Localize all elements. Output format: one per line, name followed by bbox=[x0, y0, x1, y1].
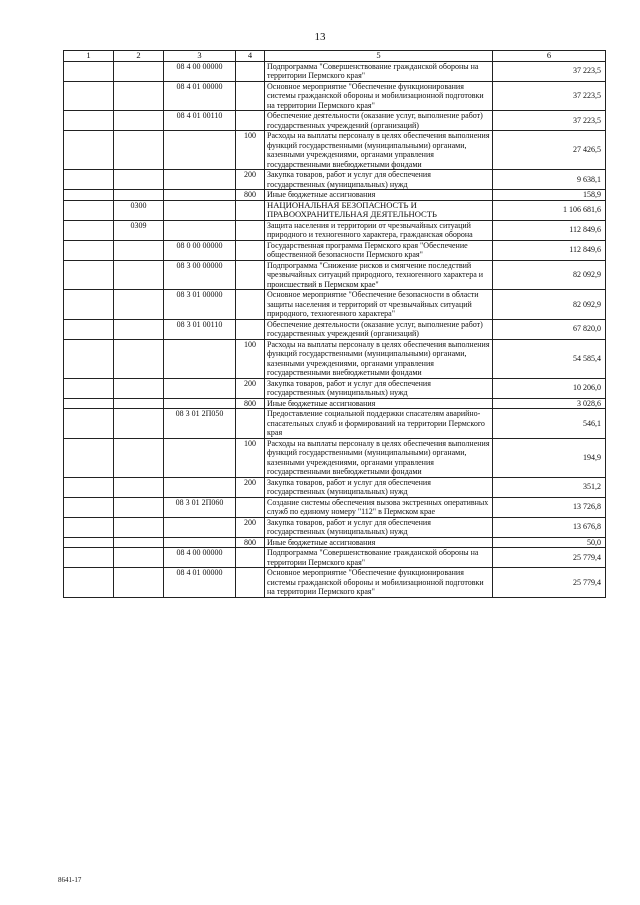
expense-type-cell bbox=[236, 568, 265, 598]
section-code-cell bbox=[114, 378, 164, 398]
description-cell: Закупка товаров, работ и услуг для обеспечения государственных (муниципальных) нужд bbox=[265, 477, 493, 497]
table-row bbox=[64, 398, 606, 409]
amount-cell: 13 726,8 bbox=[493, 497, 606, 517]
table-row bbox=[64, 240, 606, 260]
amount-cell: 9 638,1 bbox=[493, 170, 606, 190]
description-cell: Иные бюджетные ассигнования bbox=[265, 398, 493, 409]
col1-cell bbox=[64, 190, 114, 201]
section-code-cell bbox=[114, 240, 164, 260]
expense-type-cell: 200 bbox=[236, 378, 265, 398]
target-article-cell: 08 3 01 00110 bbox=[164, 319, 236, 339]
section-code-cell bbox=[114, 548, 164, 568]
target-article-cell bbox=[164, 378, 236, 398]
column-header: 3 bbox=[164, 51, 236, 62]
section-code-cell bbox=[114, 61, 164, 81]
column-header: 4 bbox=[236, 51, 265, 62]
target-article-cell: 08 4 00 00000 bbox=[164, 548, 236, 568]
budget-table bbox=[63, 50, 606, 598]
col1-cell bbox=[64, 260, 114, 290]
section-code-cell bbox=[114, 319, 164, 339]
description-cell: НАЦИОНАЛЬНАЯ БЕЗОПАСНОСТЬ И ПРАВООХРАНИТЕЛЬНАЯ ДЕЯТЕЛЬНОСТЬ bbox=[265, 200, 493, 220]
expense-type-cell: 200 bbox=[236, 477, 265, 497]
amount-cell: 37 223,5 bbox=[493, 111, 606, 131]
table-row bbox=[64, 290, 606, 320]
amount-cell: 67 820,0 bbox=[493, 319, 606, 339]
description-cell: Обеспечение деятельности (оказание услуг, выполнение работ) государственных учреждений (организаций) bbox=[265, 319, 493, 339]
col1-cell bbox=[64, 290, 114, 320]
description-cell: Расходы на выплаты персоналу в целях обеспечения выполнения функций государственными (муниципальными) органами, казенными учреждениями, органами управления государственными внебюджетными фондами bbox=[265, 131, 493, 170]
target-article-cell: 08 3 01 2П060 bbox=[164, 497, 236, 517]
description-cell: Расходы на выплаты персоналу в целях обеспечения выполнения функций государственными (муниципальными) органами, казенными учреждениями, органами управления государственными внебюджетными фондами bbox=[265, 438, 493, 477]
description-cell: Государственная программа Пермского края "Обеспечение общественной безопасности Пермского края" bbox=[265, 240, 493, 260]
section-code-cell bbox=[114, 290, 164, 320]
column-header: 2 bbox=[114, 51, 164, 62]
expense-type-cell: 100 bbox=[236, 438, 265, 477]
col1-cell bbox=[64, 81, 114, 111]
expense-type-cell bbox=[236, 81, 265, 111]
table-row bbox=[64, 200, 606, 220]
target-article-cell: 08 4 00 00000 bbox=[164, 61, 236, 81]
col1-cell bbox=[64, 339, 114, 378]
description-cell: Основное мероприятие "Обеспечение функционирования системы гражданской обороны и мобилизационной подготовки на территории Пермского края" bbox=[265, 81, 493, 111]
target-article-cell bbox=[164, 339, 236, 378]
col1-cell bbox=[64, 220, 114, 240]
amount-cell: 25 779,4 bbox=[493, 548, 606, 568]
amount-cell: 546,1 bbox=[493, 409, 606, 439]
expense-type-cell bbox=[236, 290, 265, 320]
expense-type-cell: 800 bbox=[236, 398, 265, 409]
table-row bbox=[64, 61, 606, 81]
target-article-cell: 08 4 01 00000 bbox=[164, 81, 236, 111]
expense-type-cell bbox=[236, 409, 265, 439]
expense-type-cell bbox=[236, 260, 265, 290]
section-code-cell bbox=[114, 568, 164, 598]
table-row bbox=[64, 409, 606, 439]
column-header: 5 bbox=[265, 51, 493, 62]
col1-cell bbox=[64, 497, 114, 517]
expense-type-cell: 100 bbox=[236, 339, 265, 378]
target-article-cell: 08 3 00 00000 bbox=[164, 260, 236, 290]
section-code-cell: 0309 bbox=[114, 220, 164, 240]
amount-cell: 27 426,5 bbox=[493, 131, 606, 170]
table-header-row bbox=[64, 51, 606, 62]
amount-cell: 37 223,5 bbox=[493, 61, 606, 81]
table-row bbox=[64, 548, 606, 568]
section-code-cell bbox=[114, 111, 164, 131]
col1-cell bbox=[64, 378, 114, 398]
section-code-cell bbox=[114, 409, 164, 439]
amount-cell: 25 779,4 bbox=[493, 568, 606, 598]
description-cell: Расходы на выплаты персоналу в целях обеспечения выполнения функций государственными (муниципальными) органами, казенными учреждениями, органами управления государственными внебюджетными фондами bbox=[265, 339, 493, 378]
amount-cell: 37 223,5 bbox=[493, 81, 606, 111]
expense-type-cell bbox=[236, 548, 265, 568]
table-row bbox=[64, 438, 606, 477]
col1-cell bbox=[64, 477, 114, 497]
expense-type-cell bbox=[236, 200, 265, 220]
col1-cell bbox=[64, 240, 114, 260]
amount-cell: 50,0 bbox=[493, 537, 606, 548]
description-cell: Основное мероприятие "Обеспечение функционирования системы гражданской обороны и мобилизационной подготовки на территории Пермского края" bbox=[265, 568, 493, 598]
table-row bbox=[64, 517, 606, 537]
table-row bbox=[64, 220, 606, 240]
expense-type-cell: 800 bbox=[236, 537, 265, 548]
description-cell: Подпрограмма "Совершенствование гражданской обороны на территории Пермского края" bbox=[265, 61, 493, 81]
target-article-cell: 08 3 01 2П050 bbox=[164, 409, 236, 439]
section-code-cell bbox=[114, 131, 164, 170]
amount-cell: 82 092,9 bbox=[493, 290, 606, 320]
expense-type-cell: 200 bbox=[236, 170, 265, 190]
expense-type-cell: 800 bbox=[236, 190, 265, 201]
table-row bbox=[64, 477, 606, 497]
target-article-cell bbox=[164, 438, 236, 477]
col1-cell bbox=[64, 548, 114, 568]
target-article-cell bbox=[164, 537, 236, 548]
target-article-cell bbox=[164, 131, 236, 170]
amount-cell: 54 585,4 bbox=[493, 339, 606, 378]
amount-cell: 351,2 bbox=[493, 477, 606, 497]
table-row bbox=[64, 81, 606, 111]
budget-table-body bbox=[64, 51, 606, 598]
target-article-cell bbox=[164, 398, 236, 409]
section-code-cell bbox=[114, 339, 164, 378]
section-code-cell bbox=[114, 398, 164, 409]
description-cell: Обеспечение деятельности (оказание услуг, выполнение работ) государственных учреждений (организаций) bbox=[265, 111, 493, 131]
target-article-cell bbox=[164, 190, 236, 201]
col1-cell bbox=[64, 131, 114, 170]
table-row bbox=[64, 131, 606, 170]
section-code-cell bbox=[114, 260, 164, 290]
target-article-cell bbox=[164, 220, 236, 240]
description-cell: Основное мероприятие "Обеспечение безопасности в области защиты населения и территорий от чрезвычайных ситуаций природного, техногенного характера" bbox=[265, 290, 493, 320]
description-cell: Закупка товаров, работ и услуг для обеспечения государственных (муниципальных) нужд bbox=[265, 517, 493, 537]
col1-cell bbox=[64, 319, 114, 339]
section-code-cell bbox=[114, 190, 164, 201]
table-row bbox=[64, 537, 606, 548]
expense-type-cell bbox=[236, 111, 265, 131]
col1-cell bbox=[64, 200, 114, 220]
section-code-cell bbox=[114, 438, 164, 477]
table-row bbox=[64, 339, 606, 378]
description-cell: Закупка товаров, работ и услуг для обеспечения государственных (муниципальных) нужд bbox=[265, 378, 493, 398]
description-cell: Иные бюджетные ассигнования bbox=[265, 537, 493, 548]
column-header: 6 bbox=[493, 51, 606, 62]
target-article-cell: 08 4 01 00000 bbox=[164, 568, 236, 598]
col1-cell bbox=[64, 409, 114, 439]
col1-cell bbox=[64, 61, 114, 81]
section-code-cell bbox=[114, 517, 164, 537]
table-row bbox=[64, 378, 606, 398]
description-cell: Предоставление социальной поддержки спасателям аварийно-спасательных служб и формирований на территории Пермского края bbox=[265, 409, 493, 439]
column-header: 1 bbox=[64, 51, 114, 62]
amount-cell: 3 028,6 bbox=[493, 398, 606, 409]
description-cell: Подпрограмма "Совершенствование гражданской обороны на территории Пермского края" bbox=[265, 548, 493, 568]
col1-cell bbox=[64, 568, 114, 598]
table-row bbox=[64, 111, 606, 131]
description-cell: Иные бюджетные ассигнования bbox=[265, 190, 493, 201]
amount-cell: 13 676,8 bbox=[493, 517, 606, 537]
description-cell: Подпрограмма "Снижение рисков и смягчение последствий чрезвычайных ситуаций природного, техногенного характера и происшествий в Пермском крае" bbox=[265, 260, 493, 290]
expense-type-cell: 200 bbox=[236, 517, 265, 537]
table-row bbox=[64, 260, 606, 290]
expense-type-cell: 100 bbox=[236, 131, 265, 170]
amount-cell: 112 849,6 bbox=[493, 220, 606, 240]
page-number: 13 bbox=[314, 31, 326, 43]
amount-cell: 10 206,0 bbox=[493, 378, 606, 398]
table-row bbox=[64, 170, 606, 190]
expense-type-cell bbox=[236, 319, 265, 339]
amount-cell: 112 849,6 bbox=[493, 240, 606, 260]
col1-cell bbox=[64, 537, 114, 548]
section-code-cell bbox=[114, 497, 164, 517]
description-cell: Создание системы обеспечения вызова экстренных оперативных служб по единому номеру "112" в Пермском крае bbox=[265, 497, 493, 517]
target-article-cell bbox=[164, 200, 236, 220]
document-code: 8641-17 bbox=[58, 876, 82, 884]
col1-cell bbox=[64, 170, 114, 190]
table-row bbox=[64, 568, 606, 598]
section-code-cell bbox=[114, 477, 164, 497]
amount-cell: 158,9 bbox=[493, 190, 606, 201]
col1-cell bbox=[64, 398, 114, 409]
expense-type-cell bbox=[236, 220, 265, 240]
col1-cell bbox=[64, 111, 114, 131]
amount-cell: 1 106 681,6 bbox=[493, 200, 606, 220]
description-cell: Защита населения и территории от чрезвычайных ситуаций природного и техногенного характера, гражданская оборона bbox=[265, 220, 493, 240]
section-code-cell bbox=[114, 537, 164, 548]
target-article-cell bbox=[164, 170, 236, 190]
target-article-cell: 08 3 01 00000 bbox=[164, 290, 236, 320]
target-article-cell bbox=[164, 517, 236, 537]
target-article-cell: 08 0 00 00000 bbox=[164, 240, 236, 260]
amount-cell: 194,9 bbox=[493, 438, 606, 477]
description-cell: Закупка товаров, работ и услуг для обеспечения государственных (муниципальных) нужд bbox=[265, 170, 493, 190]
section-code-cell: 0300 bbox=[114, 200, 164, 220]
target-article-cell bbox=[164, 477, 236, 497]
expense-type-cell bbox=[236, 497, 265, 517]
col1-cell bbox=[64, 517, 114, 537]
table-row bbox=[64, 190, 606, 201]
expense-type-cell bbox=[236, 61, 265, 81]
section-code-cell bbox=[114, 170, 164, 190]
target-article-cell: 08 4 01 00110 bbox=[164, 111, 236, 131]
amount-cell: 82 092,9 bbox=[493, 260, 606, 290]
col1-cell bbox=[64, 438, 114, 477]
section-code-cell bbox=[114, 81, 164, 111]
expense-type-cell bbox=[236, 240, 265, 260]
table-row bbox=[64, 319, 606, 339]
table-row bbox=[64, 497, 606, 517]
